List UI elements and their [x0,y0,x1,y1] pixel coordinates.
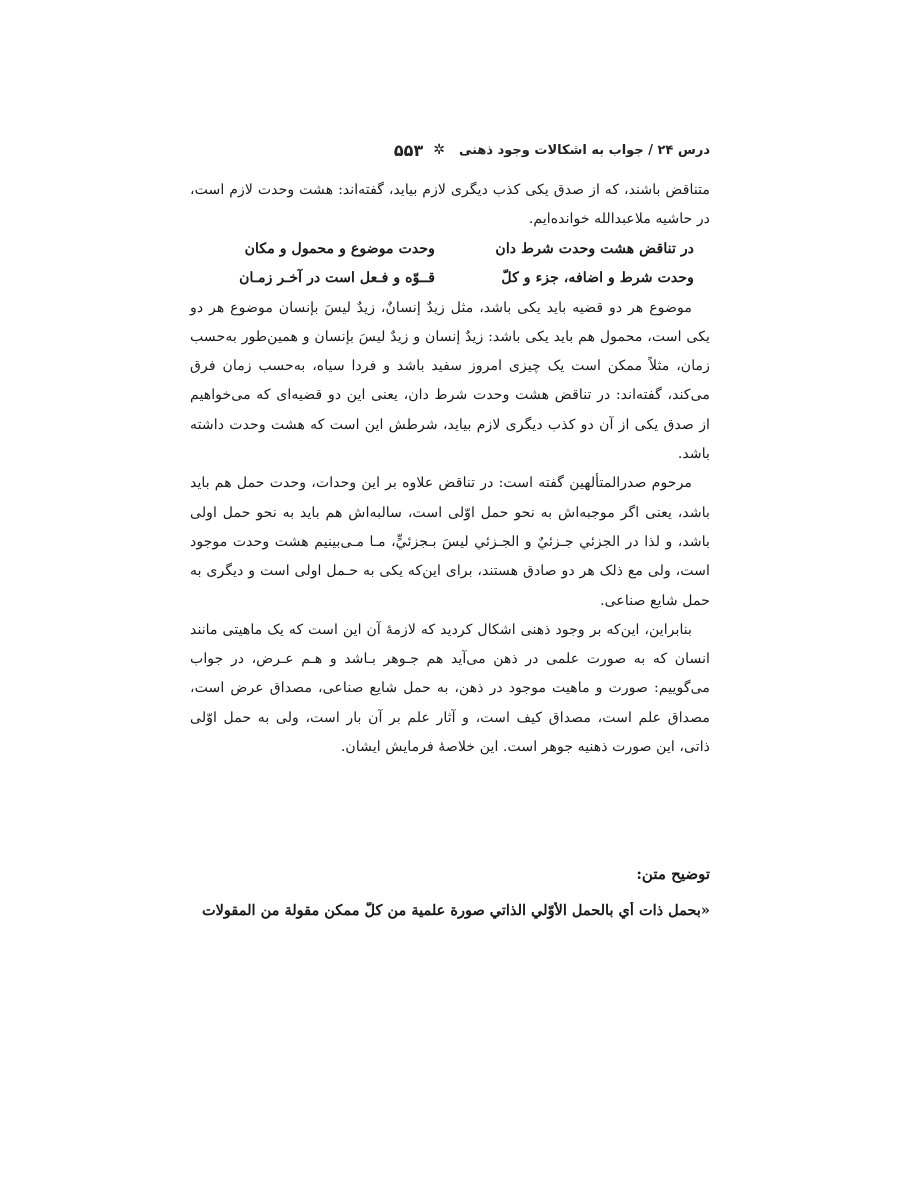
poem-verse [190,235,710,294]
paragraph-3: مرحوم صدرالمتألهین گفته است: در تناقض علاوه بر این وحدات، وحدت حمل هم باید باشد، یعنی اگر موجبه‌اش به نحو حمل اوّلی است، سالبه‌اش هم باید به نحو حمل اولی باشد، و لذا در الجزئي جـزئيٌ و الجـزئي لیسَ بـجزئيٍّ، مـا مـی‌بینیم هشت وحدت موجود است، ولی مع ذلک هر دو صادق هستند، برای این‌که یکی به حـمل اولی است و دیگری به حمل شایع صناعی. [190,475,710,609]
poem-line-2 [190,264,710,293]
poem-line-1-second-hemistich: وحدت موضوع و محمول و مکان [244,240,435,257]
paragraph-1: متناقض باشند، که از صدق یکی کذب دیگری لازم بیاید، گفته‌اند: هشت وحدت لازم است، در حاشیه ملاعبدالله خوانده‌ایم. [190,182,710,228]
page-body [190,176,710,762]
quoted-text: «بحمل ذات أي بالحمل الأوّلي الذاتي صورة علمية من كلّ ممكن مقولة من المقولات [201,902,710,919]
running-title: درس ۲۴ / جواب به اشکالات وجود ذهنی [458,142,710,158]
poem-line-1 [190,235,710,264]
ornament-icon: ✲ [433,142,445,158]
section-heading: توضیح متن: [636,865,710,883]
page-header [190,138,710,162]
paragraph-2: موضوع هر دو قضیه باید یکی باشد، مثل زیدٌ إنسانٌ، زیدٌ لیسَ بإنسان موضوع هر دو یکی است، محمول هم باید یکی باشد: زیدٌ إنسان و زیدٌ لیسَ بإنسان و همین‌طور به‌حسب زمان، مثلاً ممکن است یک چیزی امروز سفید باشد و فردا سیاه، به‌حسب زمان فرق می‌کند، گفته‌اند: در تناقض هشت وحدت شرط دان، یعنی این دو قضیه‌ای که می‌خواهیم از صدق یکی از آن دو کذب دیگری لازم بیاید، شرطش این است که هشت وحدت داشته باشد. [190,299,710,463]
poem-line-1-first-hemistich: در تناقض هشت وحدت شرط دان [495,240,694,257]
page-number: ۵۵۳ [393,140,424,160]
poem-line-2-first-hemistich: وحدت شرط و اضافه، جزء و کلّ [501,269,694,286]
paragraph-4: بنابراین، این‌که بر وجود ذهنی اشکال کردید که لازمهٔ آن این است که یک ماهیتی مانند انسان که به صورت علمی در ذهن می‌آید هم جـوهر بـاشد و هـم عـرض، در جواب می‌گوییم: صورت و ماهیت موجود در ذهن، به حمل شایع صناعی، مصداق عرض است، مصداق علم است، مصداق کیف است، و آثار علم بر آن بار است، ولی به حمل اوّلی ذاتی، این صورت ذهنیه جوهر است. این خلاصهٔ فرمایش ایشان. [190,621,710,756]
poem-line-2-second-hemistich: قــوّه و فـعل است در آخـر زمـان [239,269,435,286]
